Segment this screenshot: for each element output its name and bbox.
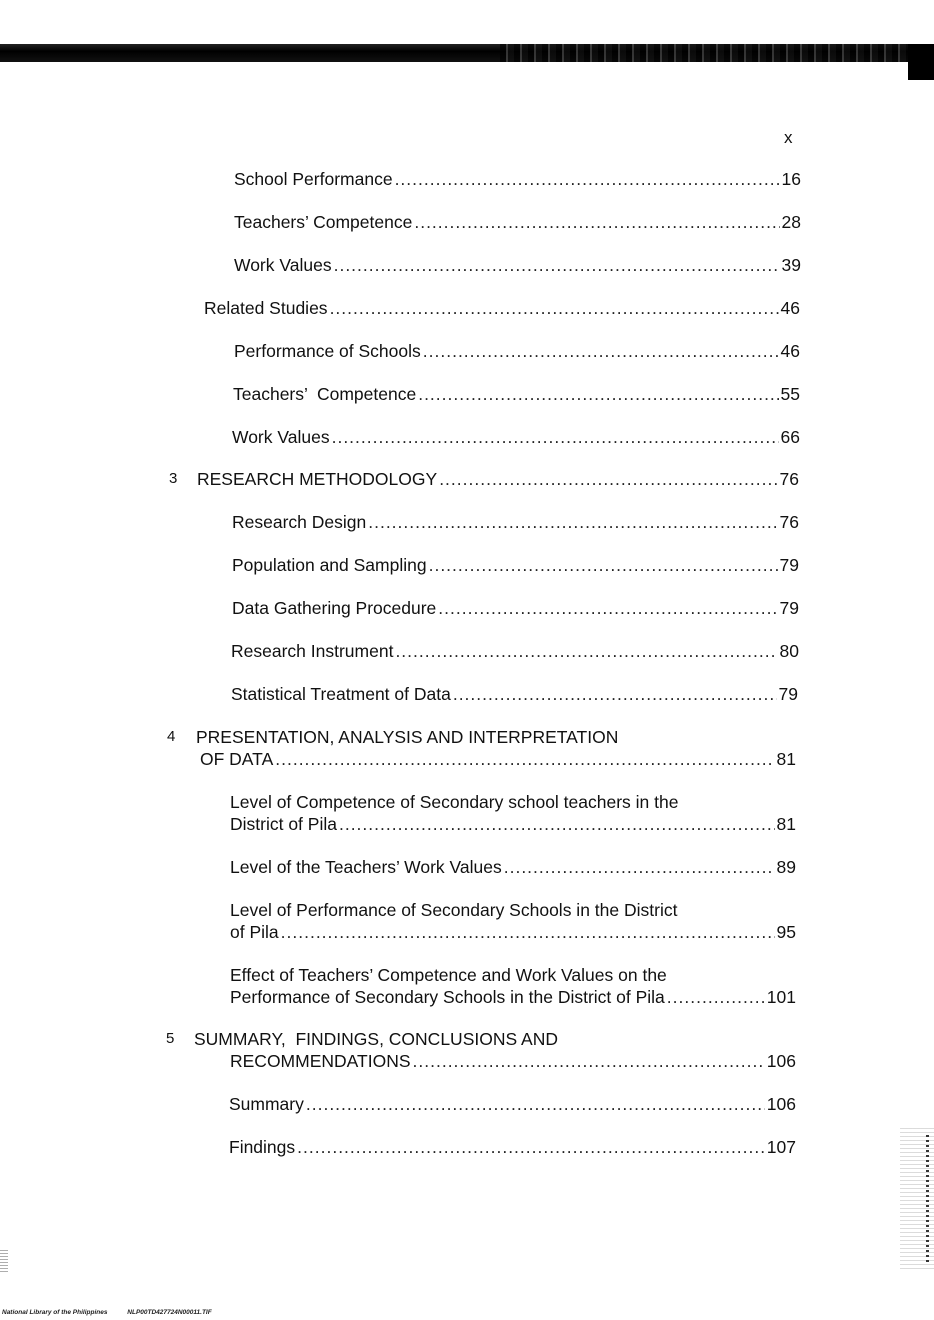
leader-dots	[281, 920, 775, 944]
toc-entry-title: Work Values	[232, 427, 330, 447]
leader-dots	[332, 425, 779, 449]
scan-footer	[2, 1309, 230, 1316]
toc-entry-title: Level of Performance of Secondary Schools in the District	[230, 900, 678, 920]
toc-entry-page: 46	[780, 341, 800, 361]
toc-entry-page: 46	[780, 298, 800, 318]
toc-entry-title: Performance of Schools	[234, 341, 421, 361]
toc-entry-page: 95	[776, 922, 796, 942]
leader-dots	[339, 812, 775, 836]
toc-chapter-title: SUMMARY, FINDINGS, CONCLUSIONS AND	[194, 1029, 558, 1049]
leader-dots	[423, 339, 779, 363]
toc-entry-page: 106	[766, 1094, 796, 1114]
leader-dots	[395, 167, 780, 191]
toc-entry	[0, 1092, 934, 1116]
toc-entry	[0, 382, 934, 406]
toc-entry-page: 76	[779, 469, 799, 489]
toc-chapter	[0, 467, 934, 491]
toc-entry-title: Statistical Treatment of Data	[231, 684, 451, 704]
toc-chapter	[0, 747, 934, 771]
scan-corner-block	[908, 44, 934, 80]
leader-dots	[438, 596, 777, 620]
scan-noise	[0, 1250, 8, 1272]
scan-edge-marks	[926, 1135, 929, 1265]
toc-entry-title: Data Gathering Procedure	[232, 598, 437, 618]
leader-dots	[453, 682, 777, 706]
footer-library: National Library of the Philippines	[2, 1309, 108, 1316]
toc-entry	[0, 510, 934, 534]
toc-entry-page: 79	[779, 598, 799, 618]
toc-entry-title: Research Instrument	[231, 641, 394, 661]
leader-dots	[439, 467, 777, 491]
leader-dots	[330, 296, 779, 320]
leader-dots	[395, 639, 777, 663]
toc-entry-page: 39	[781, 255, 801, 275]
toc-entry-title: Teachers’ Competence	[234, 212, 413, 232]
toc-entry-title-cont: District of Pila	[230, 814, 337, 834]
toc-chapter-title: RESEARCH METHODOLOGY	[197, 469, 438, 489]
footer-code: NLP00TD427724N00011.TIF	[127, 1309, 212, 1316]
scan-top-bar	[0, 44, 910, 62]
toc-entry-title: School Performance	[234, 169, 393, 189]
toc-entry	[0, 167, 934, 191]
toc-entry	[0, 553, 934, 577]
page-number: x	[784, 128, 793, 147]
toc-entry-page: 55	[780, 384, 800, 404]
leader-dots	[334, 253, 780, 277]
toc-entry-page: 89	[776, 857, 796, 877]
chapter-number: 3	[169, 470, 178, 487]
leader-dots	[275, 747, 774, 771]
toc-entry-page: 28	[781, 212, 801, 232]
toc-entry-page: 79	[779, 555, 799, 575]
leader-dots	[413, 1049, 765, 1073]
toc-entry	[0, 210, 934, 234]
toc-chapter-title-cont: OF DATA	[200, 749, 274, 769]
toc-entry-page: 66	[780, 427, 800, 447]
leader-dots	[504, 855, 775, 879]
leader-dots	[418, 382, 778, 406]
leader-dots	[414, 210, 779, 234]
toc-entry	[0, 985, 934, 1009]
leader-dots	[306, 1092, 765, 1116]
toc-entry	[0, 596, 934, 620]
toc-entry-title: Level of Competence of Secondary school teachers in the	[230, 792, 679, 812]
toc-entry	[0, 920, 934, 944]
toc-entry	[0, 855, 934, 879]
toc-entry-page: 76	[779, 512, 799, 532]
toc-entry-page: 81	[776, 749, 796, 769]
toc-entry-title: Work Values	[234, 255, 332, 275]
toc-entry	[0, 682, 934, 706]
toc-entry	[0, 812, 934, 836]
toc-entry-page: 16	[781, 169, 801, 189]
chapter-number: 4	[167, 728, 176, 745]
toc-entry	[0, 296, 934, 320]
leader-dots	[667, 985, 765, 1009]
toc-entry-page: 79	[778, 684, 798, 704]
leader-dots	[368, 510, 777, 534]
toc-entry-title: Related Studies	[204, 298, 328, 318]
chapter-number: 5	[166, 1030, 175, 1047]
toc-entry	[0, 339, 934, 363]
toc-entry	[0, 253, 934, 277]
toc-entry	[0, 425, 934, 449]
leader-dots	[297, 1135, 765, 1159]
toc-entry-title: Level of the Teachers’ Work Values	[230, 857, 502, 877]
toc-entry	[0, 1135, 934, 1159]
toc-entry-page: 107	[766, 1137, 796, 1157]
toc-entry-title: Findings	[229, 1137, 296, 1157]
leader-dots	[429, 553, 778, 577]
toc-chapter-title-cont: RECOMMENDATIONS	[230, 1051, 411, 1071]
toc-entry-page: 106	[766, 1051, 796, 1071]
toc-entry-title: Teachers’ Competence	[233, 384, 417, 404]
toc-entry-page: 101	[766, 987, 796, 1007]
toc-entry-title: Research Design	[232, 512, 367, 532]
toc-entry-title: Effect of Teachers’ Competence and Work Values on the	[230, 965, 667, 985]
toc-entry-page: 81	[776, 814, 796, 834]
toc-chapter-title: PRESENTATION, ANALYSIS AND INTERPRETATION	[196, 727, 619, 747]
toc-entry	[0, 639, 934, 663]
toc-entry-title: Population and Sampling	[232, 555, 427, 575]
toc-entry-title-cont: of Pila	[230, 922, 279, 942]
toc-entry-title-cont: Performance of Secondary Schools in the District of Pila	[230, 987, 665, 1007]
toc-entry-title: Summary	[229, 1094, 304, 1114]
toc-chapter	[0, 1049, 934, 1073]
toc-entry-page: 80	[779, 641, 799, 661]
